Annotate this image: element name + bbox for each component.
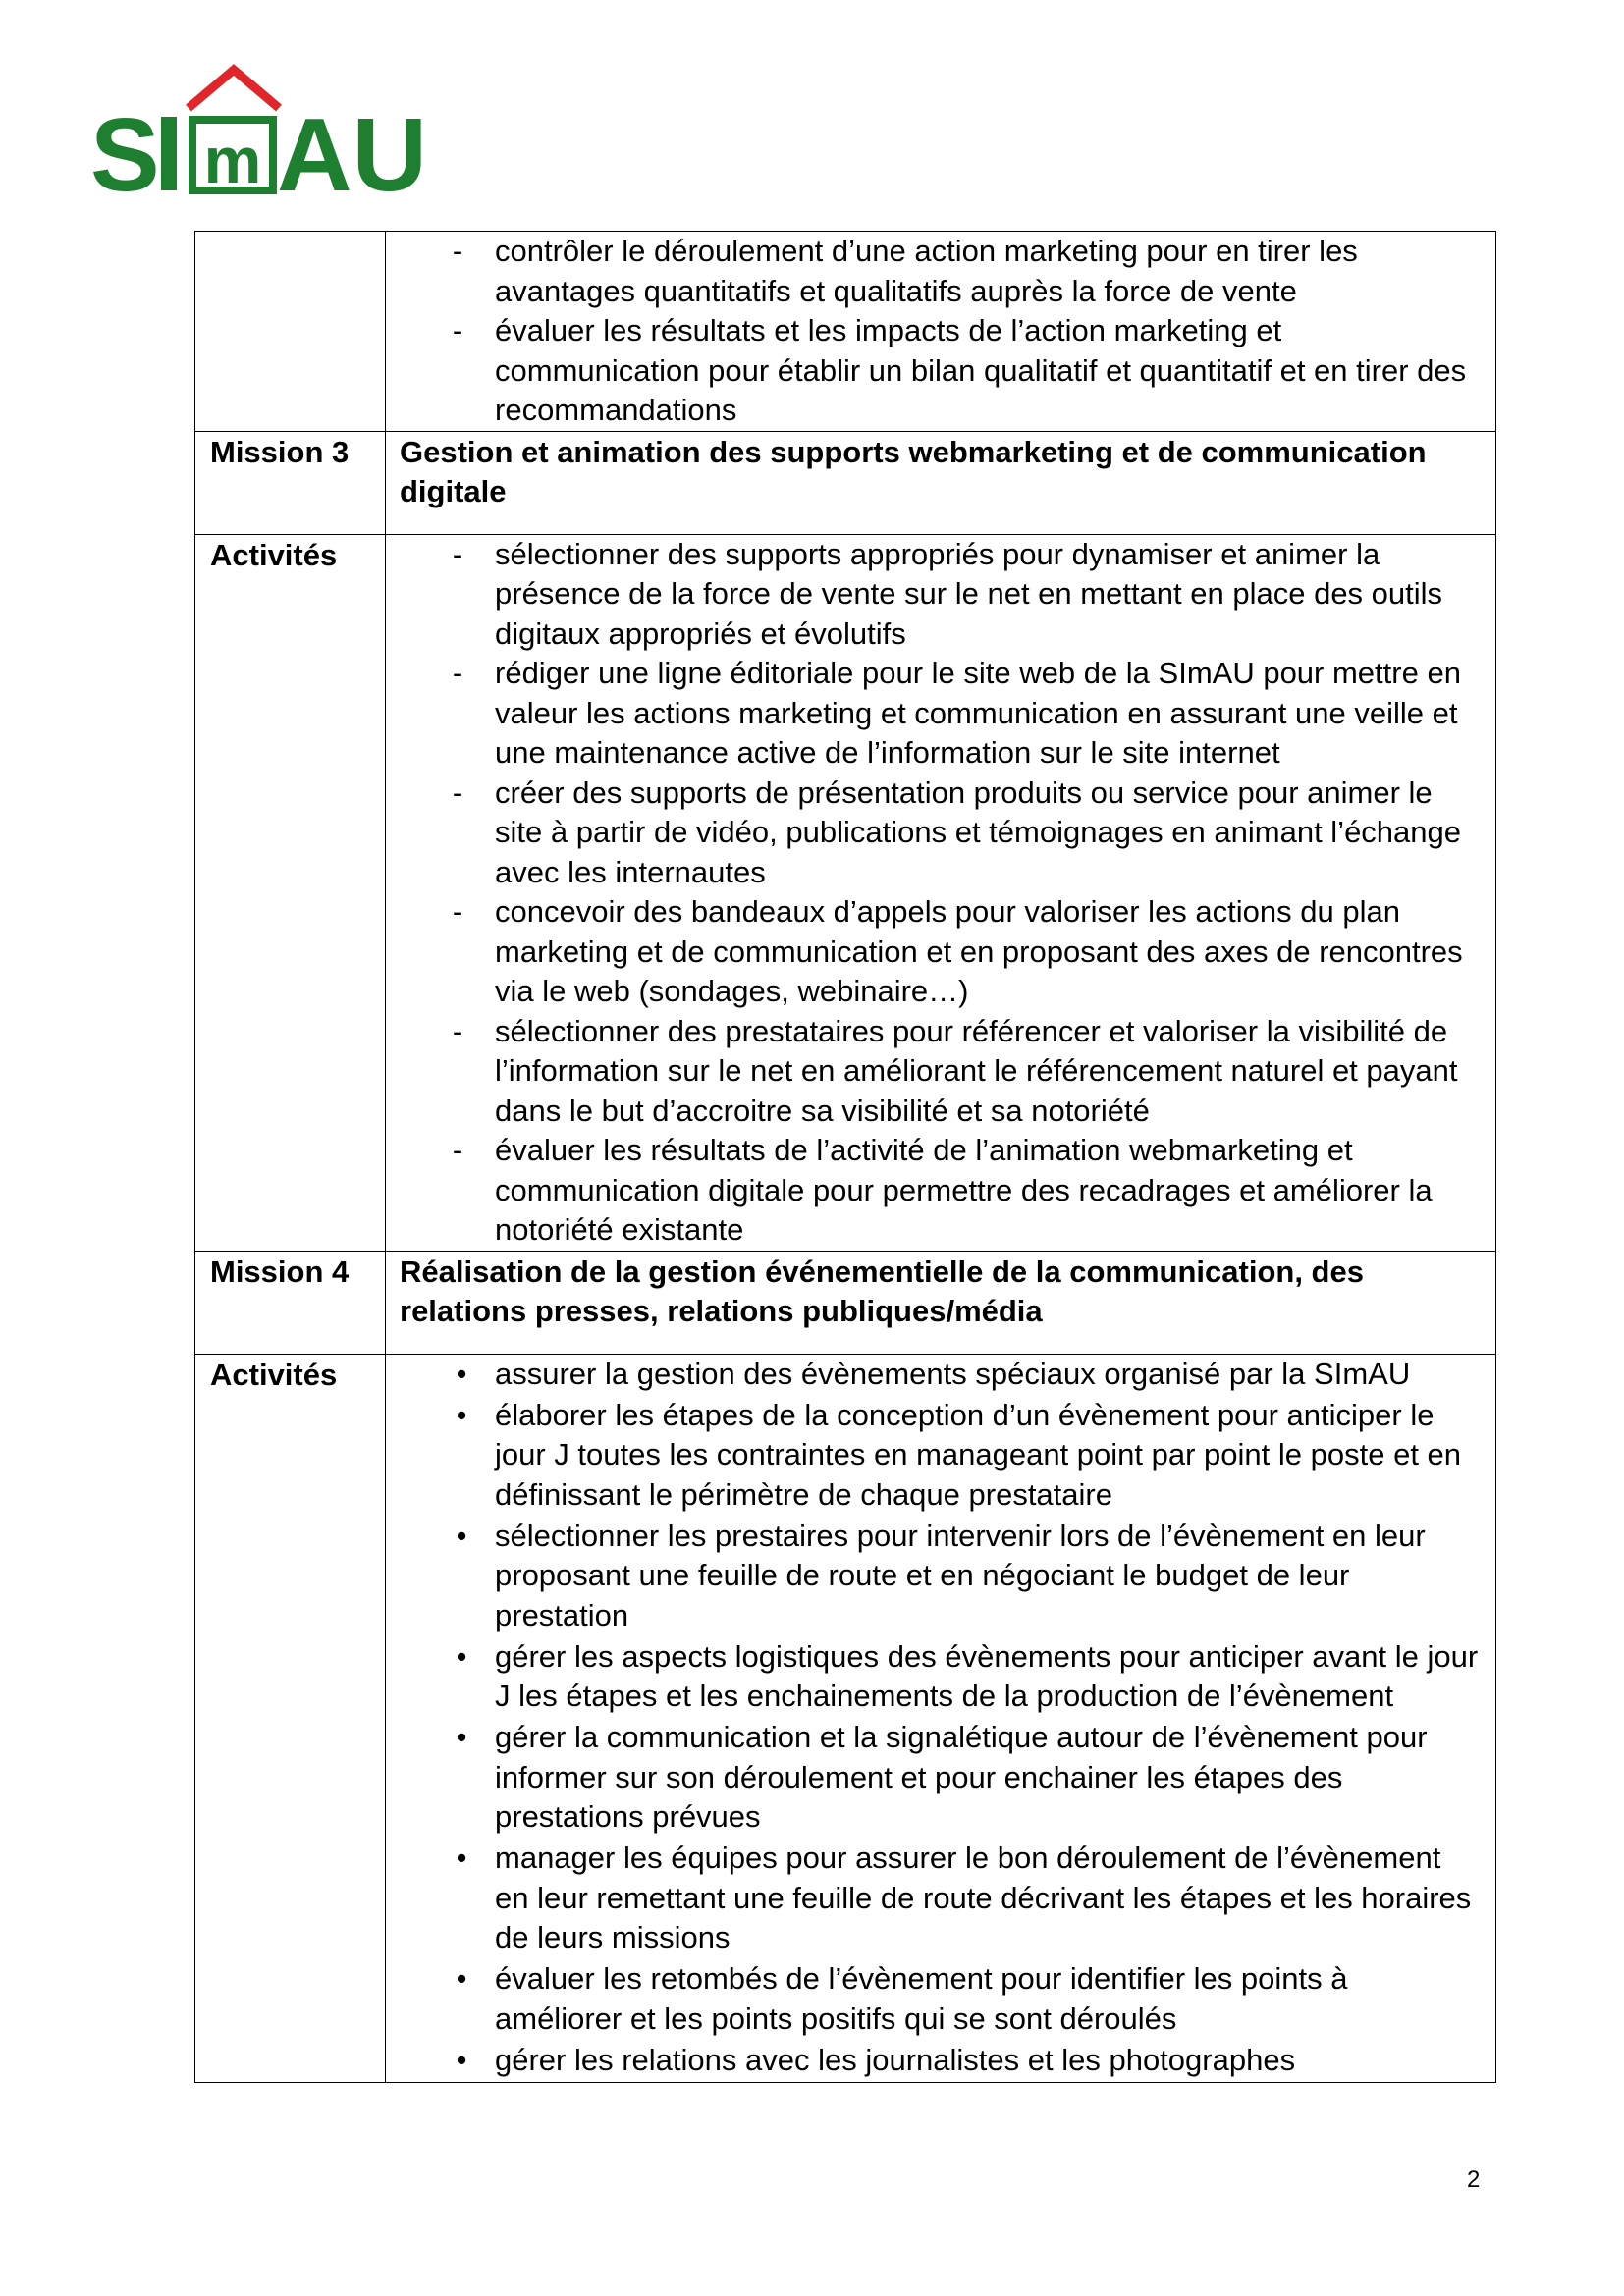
dash-marker: - xyxy=(452,234,463,268)
dash-marker: - xyxy=(452,894,463,929)
dash-marker: - xyxy=(452,774,463,810)
bullet-icon: • xyxy=(456,1638,467,1674)
missions-table xyxy=(194,231,1496,2083)
mission-cell xyxy=(386,431,1496,534)
activity-item xyxy=(386,1131,1495,1251)
activity-list xyxy=(386,232,1495,431)
simau-logo xyxy=(90,63,444,200)
dash-marker: - xyxy=(452,536,463,571)
bullet-icon: • xyxy=(456,1356,467,1391)
activity-text: manager les équipes pour assurer le bon déroulement de l’évènement en leur remettant une feuille de route décrivant les étapes et les horaires de leurs missions xyxy=(495,1841,1472,1954)
bullet-icon: • xyxy=(456,1720,467,1754)
activity-text: sélectionner les prestaires pour intervenir lors de l’évènement en leur proposant une feuille de route et en négociant le budget de leur prestation xyxy=(495,1518,1426,1632)
activity-text: évaluer les retombés de l’évènement pour identifier les points à améliorer et les points positifs qui se sont déroulés xyxy=(495,1961,1348,2036)
row-label: Mission 3 xyxy=(195,431,386,534)
bullet-icon: • xyxy=(456,1518,467,1553)
dash-marker: - xyxy=(452,313,463,347)
activity-text: concevoir des bandeaux d’appels pour valoriser les actions du plan marketing et de communication et en proposant des axes de rencontres via le web (sondages, webinaire…) xyxy=(495,894,1463,1008)
bullet-icon: • xyxy=(456,1961,467,1996)
dash-marker: - xyxy=(452,656,463,690)
activity-text: contrôler le déroulement d’une action marketing pour en tirer les avantages quantitatifs et qualitatifs auprès la force de vente xyxy=(495,234,1358,308)
activity-item xyxy=(386,1839,1495,1958)
row-label: Activités xyxy=(195,1354,386,2082)
activities-cell xyxy=(386,534,1496,1251)
mission-row xyxy=(195,431,1496,534)
activity-item xyxy=(386,1718,1495,1838)
activity-item xyxy=(386,654,1495,774)
activity-item xyxy=(386,1355,1495,1395)
activity-text: gérer les relations avec les journalistes et les photographes xyxy=(495,2042,1296,2077)
activity-text: sélectionner des supports appropriés pour dynamiser et animer la présence de la force de vente sur le net en mettant en place des outils digitaux appropriés et évolutifs xyxy=(495,536,1443,651)
activities-cell xyxy=(386,232,1496,432)
activity-text: assurer la gestion des évènements spéciaux organisé par la SImAU xyxy=(495,1356,1411,1391)
activity-item xyxy=(386,232,1495,311)
row-label: Activités xyxy=(195,534,386,1251)
mission-title: Gestion et animation des supports webmarketing et de communication digitale xyxy=(400,434,1427,508)
activity-text: évaluer les résultats de l’activité de l’animation webmarketing et communication digitale pour permettre des recadrages et améliorer la notoriété existante xyxy=(495,1133,1433,1247)
activity-item xyxy=(386,2041,1495,2081)
activity-item xyxy=(386,535,1495,655)
activity-text: élaborer les étapes de la conception d’un évènement pour anticiper le jour J toutes les contraintes en manageant point par point le poste et en définissant le périmètre de chaque prestataire xyxy=(495,1397,1462,1512)
activity-item xyxy=(386,1637,1495,1717)
activity-item xyxy=(386,1959,1495,2039)
svg-text:AU: AU xyxy=(277,97,428,200)
svg-text:m: m xyxy=(203,124,262,196)
activities-row xyxy=(195,1354,1496,2082)
activity-list xyxy=(386,1355,1495,2081)
row-label: Mission 4 xyxy=(195,1251,386,1354)
activity-item xyxy=(386,774,1495,893)
activity-item xyxy=(386,311,1495,431)
activity-item xyxy=(386,1012,1495,1132)
mission-title: Réalisation de la gestion événementielle de la communication, des relations presses, relations publiques/média xyxy=(400,1254,1364,1328)
activities-row xyxy=(195,534,1496,1251)
row-label xyxy=(195,232,386,432)
activity-text: créer des supports de présentation produits ou service pour animer le site à partir de vidéo, publications et témoignages en animant l’échange avec les internautes xyxy=(495,774,1462,889)
mission-row xyxy=(195,1251,1496,1354)
activity-text: rédiger une ligne éditoriale pour le site web de la SImAU pour mettre en valeur les actions marketing et communication en assurant une veille et une maintenance active de l’information sur le site internet xyxy=(495,656,1461,770)
activity-item xyxy=(386,1517,1495,1636)
dash-marker: - xyxy=(452,1133,463,1167)
activities-cell xyxy=(386,1354,1496,2082)
activities-row xyxy=(195,232,1496,432)
activity-text: gérer les aspects logistiques des évènements pour anticiper avant le jour J les étapes et les enchainements de la production de l’évènement xyxy=(495,1638,1479,1713)
activity-text: évaluer les résultats et les impacts de l’action marketing et communication pour établir un bilan qualitatif et quantitatif et en tirer des recommandations xyxy=(495,313,1467,427)
bullet-icon: • xyxy=(456,1841,467,1875)
activity-text: sélectionner des prestataires pour référencer et valoriser la visibilité de l’information sur le net en améliorant le référencement naturel et payant dans le but d’accroitre sa visibilité et sa notoriété xyxy=(495,1013,1458,1128)
activity-item xyxy=(386,892,1495,1012)
svg-text:S: S xyxy=(90,97,160,200)
dash-marker: - xyxy=(452,1013,463,1048)
bullet-icon: • xyxy=(456,2042,467,2077)
bullet-icon: • xyxy=(456,1397,467,1432)
mission-cell xyxy=(386,1251,1496,1354)
page-number: 2 xyxy=(1467,2166,1481,2193)
activity-list xyxy=(386,535,1495,1251)
activity-item xyxy=(386,1396,1495,1516)
activity-text: gérer la communication et la signalétique autour de l’évènement pour informer sur son déroulement et pour enchainer les étapes des prestations prévues xyxy=(495,1720,1428,1834)
